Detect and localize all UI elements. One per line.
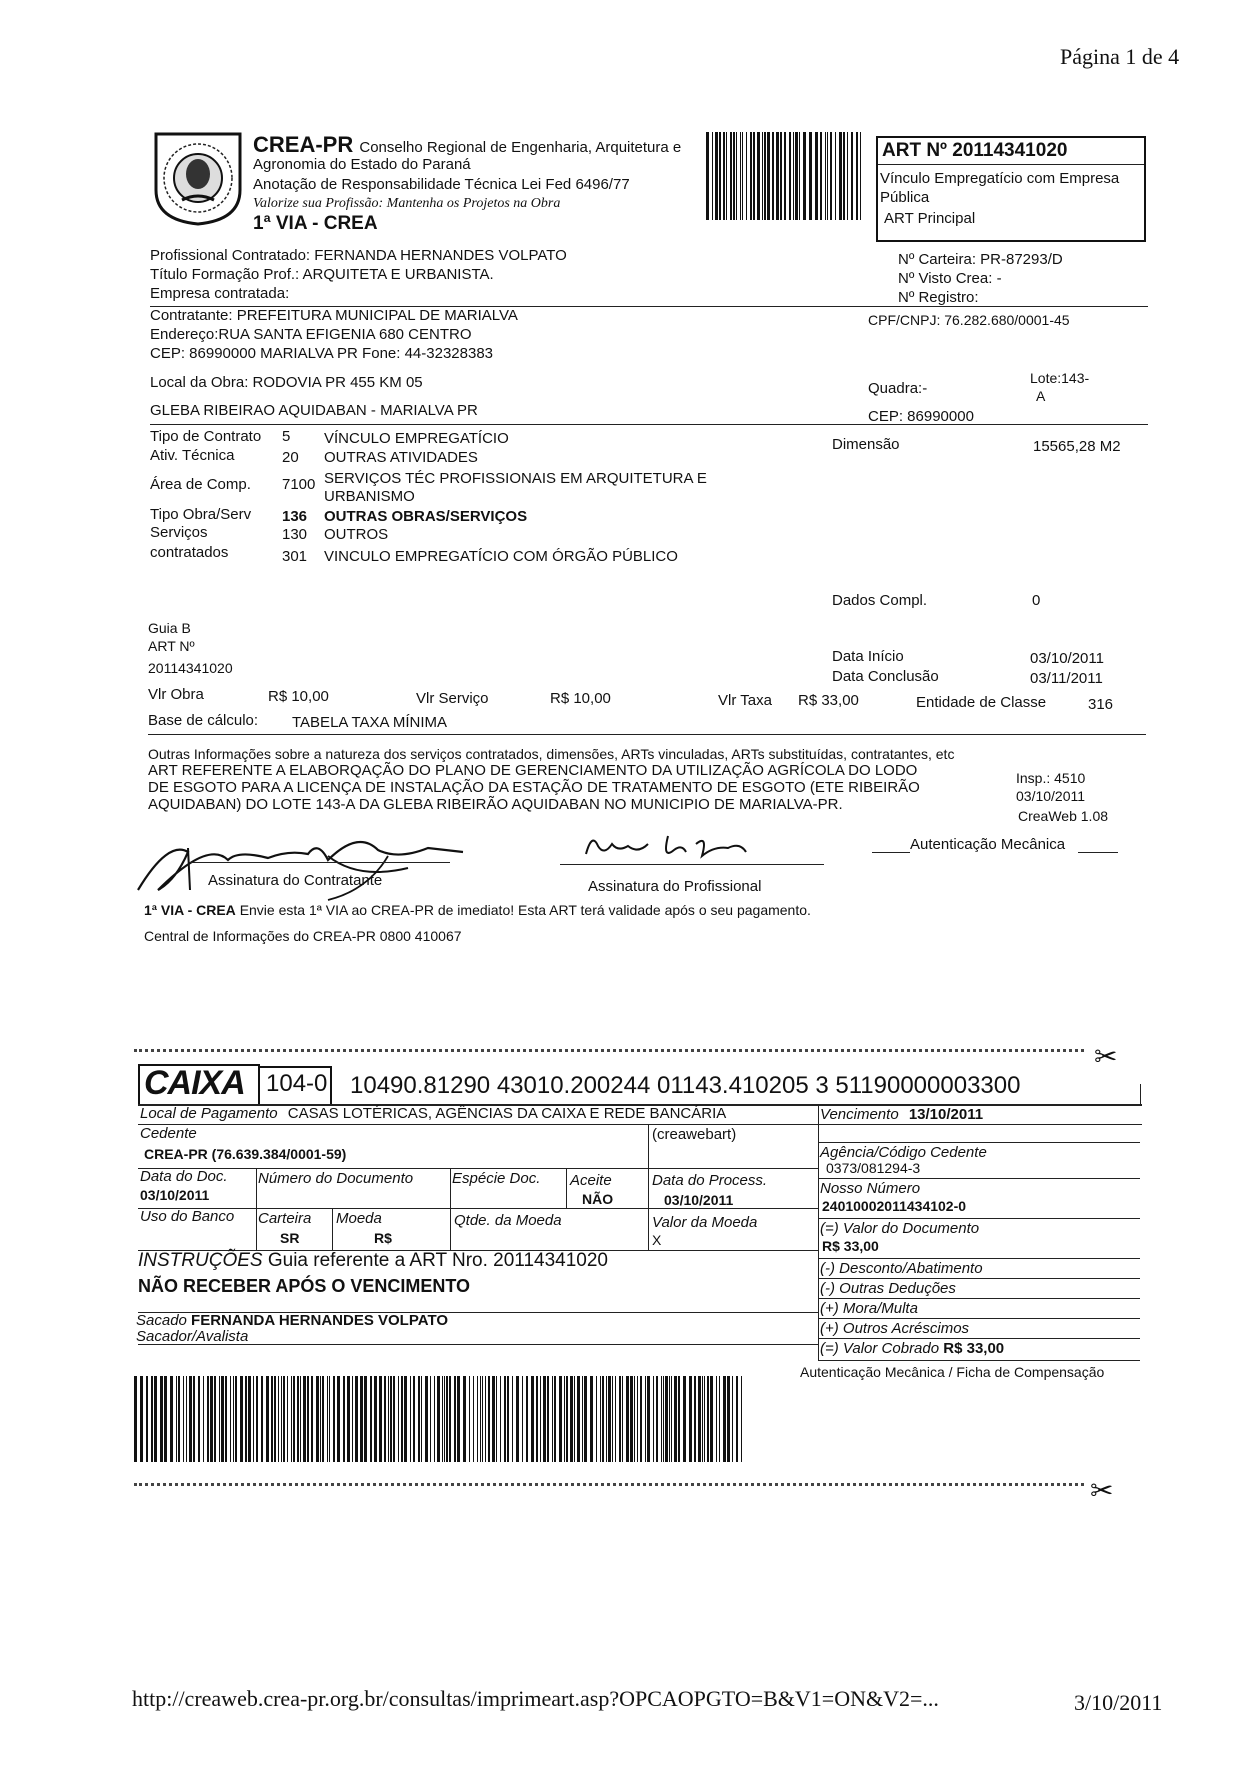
vlr-taxa-label: Vlr Taxa: [718, 692, 772, 709]
contratante-endereco: Endereço:RUA SANTA EFIGENIA 680 CENTRO: [150, 326, 472, 343]
especie-doc-label: Espécie Doc.: [452, 1170, 541, 1187]
org-name-line1: Conselho Regional de Engenharia, Arquitetura e: [359, 139, 682, 156]
aceite-value: NÃO: [582, 1191, 614, 1207]
dimensao-value: 15565,28 M2: [1033, 438, 1121, 455]
row-ativ-tecnica-code: 20: [282, 449, 299, 466]
entidade-classe-value: 316: [1088, 696, 1114, 713]
vlr-taxa-value: R$ 33,00: [798, 692, 859, 709]
uso-banco-label: Uso do Banco: [140, 1208, 235, 1225]
row-area-comp-label: Área de Comp.: [150, 476, 251, 493]
cedente-label: Cedente: [140, 1125, 197, 1142]
outras-info-heading: Outras Informações sobre a natureza dos serviços contratados, dimensões, ARTs vinculadas, ARTs substituídas, contratantes, etc: [148, 746, 955, 762]
row-tipo-contrato-label: Tipo de Contrato: [150, 428, 262, 445]
obra-cep: CEP: 86990000: [868, 408, 974, 425]
instrucoes: [138, 1250, 608, 1272]
row-servicos-desc: OUTROS: [324, 526, 389, 543]
org-header: [253, 132, 681, 158]
payment-barcode: [134, 1376, 744, 1462]
numero-documento-label: Número do Documento: [258, 1170, 414, 1187]
slogan: Valorize sua Profissão: Mantenha os Projetos na Obra: [253, 196, 561, 211]
dados-compl-value: 0: [1032, 592, 1041, 609]
numero-registro: Nº Registro:: [898, 289, 979, 306]
quadra: Quadra:-: [868, 380, 928, 397]
guia-line2: ART Nº: [148, 638, 195, 654]
data-doc-label: Data do Doc.: [140, 1168, 228, 1185]
profissional-signature: [578, 826, 778, 866]
base-calculo-value: TABELA TAXA MÍNIMA: [292, 714, 448, 731]
carteira-label: Carteira: [258, 1210, 312, 1227]
agencia-label: Agência/Código Cedente: [820, 1144, 987, 1161]
row-ativ-tecnica-label: Ativ. Técnica: [150, 447, 235, 464]
outras-info-insp: Insp.: 4510: [1016, 770, 1086, 786]
assinatura-contratante-label: Assinatura do Contratante: [208, 872, 383, 889]
outras-info-line1: ART REFERENTE A ELABORQAÇÃO DO PLANO DE GERENCIAMENTO DA UTILIZAÇÃO AGRÍCOLA DO LODO: [148, 762, 918, 779]
titulo-formacao: Título Formação Prof.: ARQUITETA E URBANISTA.: [150, 266, 494, 283]
vencimento-label: Vencimento: [820, 1106, 899, 1123]
art-number: ART Nº 20114341020: [882, 140, 1068, 161]
qtde-moeda-label: Qtde. da Moeda: [454, 1212, 562, 1229]
local-pagamento: [140, 1105, 726, 1122]
valor-cobrado: [820, 1340, 1004, 1357]
row-tipo-contrato-code: 5: [282, 428, 291, 445]
art-type-line3: ART Principal: [884, 210, 976, 227]
base-calculo-label: Base de cálculo:: [148, 712, 259, 729]
local-pagamento-label: Local de Pagamento: [140, 1105, 278, 1122]
bank-code-box: [258, 1066, 332, 1106]
law-line: Anotação de Responsabilidade Técnica Lei Fed 6496/77: [253, 176, 630, 193]
local-obra: Local da Obra: RODOVIA PR 455 KM 05: [150, 374, 423, 391]
outros-acrescimos-label: (+) Outros Acréscimos: [820, 1320, 970, 1337]
outras-deducoes-label: (-) Outras Deduções: [820, 1280, 956, 1297]
nao-receber: NÃO RECEBER APÓS O VENCIMENTO: [138, 1276, 471, 1296]
footer-url: http://creaweb.crea-pr.org.br/consultas/imprimeart.asp?OPCAOPGTO=B&V1=ON&V2=...: [132, 1686, 939, 1711]
sacador-avalista-label: Sacador/Avalista: [136, 1328, 249, 1345]
art-number-box: [876, 136, 1146, 242]
profissional-contratado: Profissional Contratado: FERNANDA HERNANDES VOLPATO: [150, 247, 567, 264]
sacado: [136, 1312, 448, 1329]
crea-seal-logo: [152, 130, 244, 226]
empresa-contratada: Empresa contratada:: [150, 285, 290, 302]
org-short: CREA-PR: [253, 132, 354, 157]
row-contratados-desc: VINCULO EMPREGATÍCIO COM ÓRGÃO PÚBLICO: [324, 548, 678, 565]
dados-compl-label: Dados Compl.: [832, 592, 928, 609]
row-tipo-obra-label: Tipo Obra/Serv: [150, 506, 252, 523]
contratante-signature: [128, 820, 468, 910]
central-informacoes: Central de Informações do CREA-PR 0800 410067: [144, 928, 462, 944]
numero-carteira: Nº Carteira: PR-87293/D: [898, 251, 1063, 268]
numero-visto: Nº Visto Crea: -: [898, 270, 1002, 287]
valor-moeda-label: Valor da Moeda: [652, 1214, 758, 1231]
data-conclusao-value: 03/11/2011: [1030, 670, 1103, 687]
carteira-value: SR: [280, 1230, 300, 1246]
valor-documento-value: R$ 33,00: [822, 1238, 879, 1254]
boleto-line-code: 10490.81290 43010.200244 01143.410205 3 51190000003300: [350, 1072, 1021, 1099]
nosso-numero-value: 24010002011434102-0: [822, 1198, 967, 1214]
org-name-line2: Agronomia do Estado do Paraná: [253, 156, 471, 173]
data-doc-value: 03/10/2011: [140, 1187, 210, 1203]
data-inicio-value: 03/10/2011: [1030, 650, 1104, 667]
row-tipo-contrato-desc: VÍNCULO EMPREGATÍCIO: [324, 430, 509, 447]
instrucoes-value: Guia referente a ART Nro. 20114341020: [267, 1250, 608, 1271]
moeda-label: Moeda: [336, 1210, 382, 1227]
data-process-value: 03/10/2011: [664, 1192, 734, 1208]
row-area-comp-desc: SERVIÇOS TÉC PROFISSIONAIS EM ARQUITETURA E: [324, 470, 707, 487]
vlr-servico-label: Vlr Serviço: [416, 690, 489, 707]
lote: Lote:143-: [1030, 370, 1090, 386]
row-tipo-obra-code: 136: [282, 508, 308, 525]
contratante-cep: CEP: 86990000 MARIALVA PR Fone: 44-32328383: [150, 345, 494, 362]
caixa-logo-text: CAIXA: [144, 1064, 245, 1102]
row-servicos-label: Serviços: [150, 524, 208, 541]
vlr-servico-value: R$ 10,00: [550, 690, 611, 707]
via-label: 1ª VIA - CREA: [253, 213, 378, 234]
footer-notice: [144, 902, 811, 918]
footer-date: 3/10/2011: [1074, 1690, 1163, 1715]
row-tipo-obra-desc: OUTRAS OBRAS/SERVIÇOS: [324, 508, 528, 525]
row-ativ-tecnica-desc: OUTRAS ATIVIDADES: [324, 449, 478, 466]
row-servicos-code: 130: [282, 526, 308, 543]
outras-info-line3: AQUIDABAN) DO LOTE 143-A DA GLEBA RIBEIRÃO AQUIDABAN NO MUNICIPIO DE MARIALVA-PR.: [148, 796, 843, 813]
assinatura-profissional-label: Assinatura do Profissional: [588, 878, 762, 895]
gleba: GLEBA RIBEIRAO AQUIDABAN - MARIALVA PR: [150, 402, 478, 419]
lote-suffix: A: [1036, 388, 1046, 404]
caixa-logo: [138, 1064, 260, 1106]
row-area-comp-desc2: URBANISMO: [324, 488, 415, 505]
autenticacao-mecanica-label: Autenticação Mecânica: [910, 836, 1066, 853]
agencia-value: 0373/081294-3: [826, 1160, 921, 1176]
instrucoes-label: INSTRUÇÕES: [138, 1250, 263, 1271]
guia-line1: Guia B: [148, 620, 191, 636]
dimensao-label: Dimensão: [832, 436, 900, 453]
data-inicio-label: Data Início: [832, 648, 904, 665]
data-conclusao-label: Data Conclusão: [832, 668, 939, 685]
row-area-comp-code: 7100: [282, 476, 316, 493]
contratante-cpf: CPF/CNPJ: 76.282.680/0001-45: [868, 312, 1070, 328]
local-pagamento-value: CASAS LOTÉRICAS, AGÊNCIAS DA CAIXA E REDE BANCÁRIA: [287, 1105, 727, 1122]
vencimento: [820, 1106, 983, 1123]
footer-notice-text: Envie esta 1ª VIA ao CREA-PR de imediato! Esta ART terá validade após o seu pagamento.: [239, 902, 811, 918]
vlr-obra-value: R$ 10,00: [268, 688, 329, 705]
valor-documento-label: (=) Valor do Documento: [820, 1220, 980, 1237]
art-type-line2: Pública: [880, 189, 930, 206]
mora-label: (+) Mora/Multa: [820, 1300, 918, 1317]
guia-line3: 20114341020: [148, 660, 233, 676]
art-type-line1: Vínculo Empregatício com Empresa: [880, 170, 1120, 187]
vlr-obra-label: Vlr Obra: [148, 686, 204, 703]
valor-cobrado-label: (=) Valor Cobrado: [820, 1340, 940, 1357]
art-barcode: [706, 132, 866, 220]
page-number: Página 1 de 4: [1060, 44, 1180, 69]
aceite-label: Aceite: [570, 1172, 612, 1189]
outras-info-creaweb: CreaWeb 1.08: [1018, 808, 1109, 824]
data-process-label: Data do Process.: [652, 1172, 768, 1189]
row-contratados-code: 301: [282, 548, 308, 565]
desconto-label: (-) Desconto/Abatimento: [820, 1260, 983, 1277]
entidade-classe-label: Entidade de Classe: [916, 694, 1047, 711]
valor-moeda-value: X: [652, 1232, 662, 1248]
outras-info-date: 03/10/2011: [1016, 788, 1086, 804]
autenticacao-ficha: Autenticação Mecânica / Ficha de Compensação: [800, 1364, 1105, 1380]
nosso-numero-label: Nosso Número: [820, 1180, 921, 1197]
moeda-value: R$: [374, 1230, 392, 1246]
contratante-name: Contratante: PREFEITURA MUNICIPAL DE MARIALVA: [150, 307, 518, 324]
scissors-icon: ✂: [1094, 1041, 1118, 1072]
scissors-icon: ✂: [1090, 1475, 1114, 1506]
sacado-label: Sacado: [136, 1312, 187, 1329]
valor-cobrado-value: R$ 33,00: [943, 1340, 1005, 1357]
creawebart: (creawebart): [652, 1126, 737, 1143]
vencimento-value: 13/10/2011: [908, 1106, 984, 1123]
cedente-value: CREA-PR (76.639.384/0001-59): [144, 1146, 347, 1162]
sacado-value: FERNANDA HERNANDES VOLPATO: [191, 1312, 449, 1329]
row-contratados-label: contratados: [150, 544, 229, 561]
bank-code: 104-0: [266, 1070, 328, 1097]
outras-info-line2: DE ESGOTO PARA A LICENÇA DE INSTALAÇÃO DA ESTAÇÃO DE TRATAMENTO DE ESGOTO (ETE RIBEIRÃO: [148, 779, 920, 796]
footer-via: 1ª VIA - CREA: [144, 902, 236, 918]
